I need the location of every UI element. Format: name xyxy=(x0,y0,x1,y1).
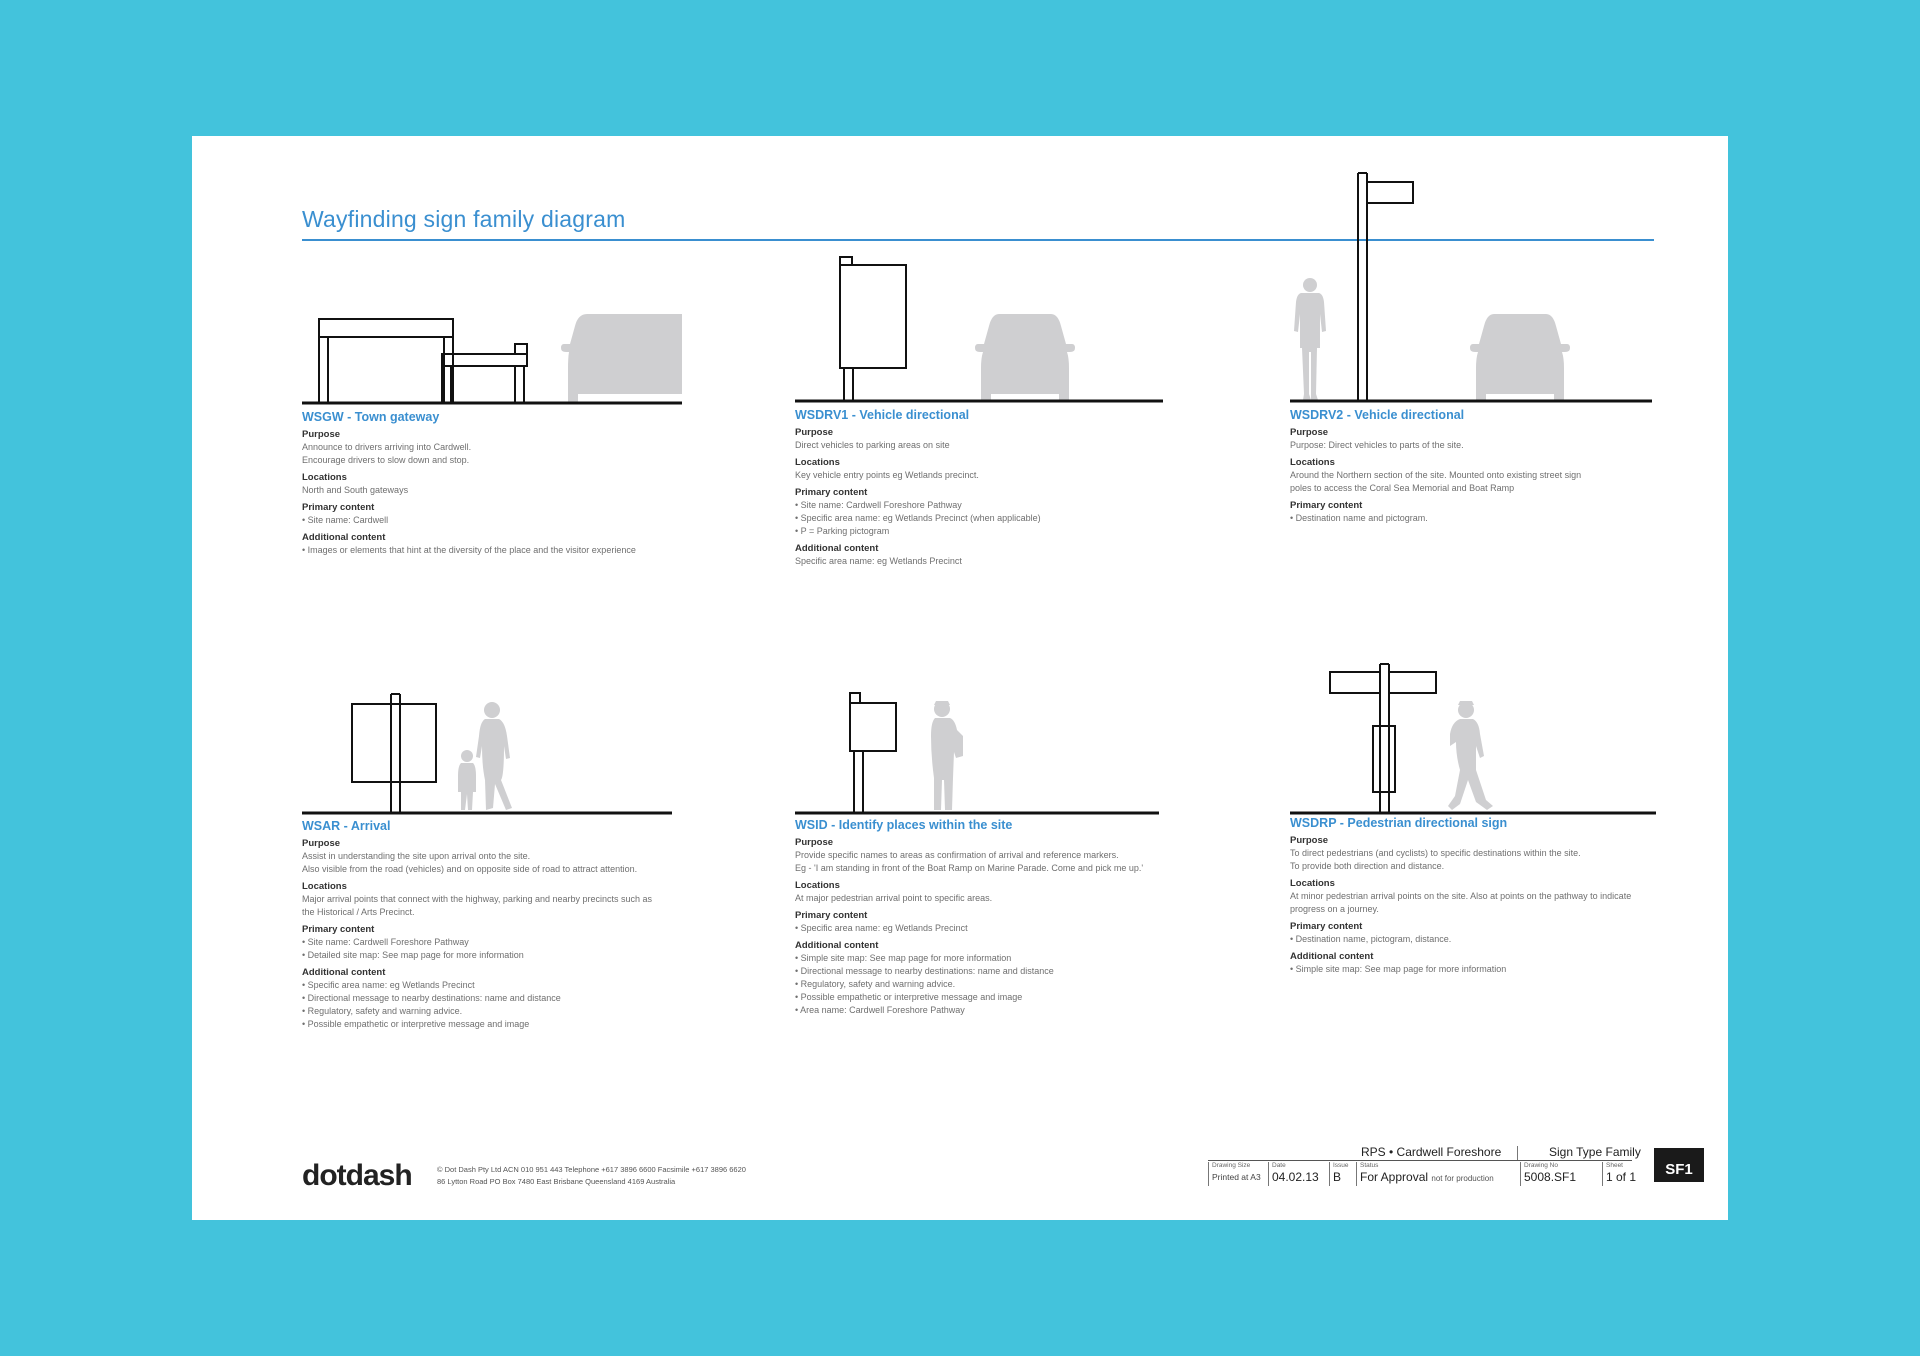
section-line: Also visible from the road (vehicles) and on opposite side of road to attract attention. xyxy=(302,864,638,874)
section-heading: Additional content xyxy=(302,967,386,978)
wsdrv1-diagram xyxy=(795,286,1175,406)
adult-silhouette xyxy=(476,702,512,810)
drawing-no-cell xyxy=(1520,1162,1576,1186)
section-line: • Detailed site map: See map page for more information xyxy=(302,950,524,960)
sheet-value: 1 of 1 xyxy=(1606,1170,1637,1184)
dotdash-logo: dotdash xyxy=(302,1159,412,1192)
section-line: Around the Northern section of the site. Mounted onto existing street sign xyxy=(1290,470,1582,480)
section-heading: Additional content xyxy=(795,940,879,951)
page-title: Wayfinding sign family diagram xyxy=(302,206,626,232)
section-line: Purpose: Direct vehicles to parts of the site. xyxy=(1290,440,1464,450)
walking-person-silhouette xyxy=(1448,701,1493,810)
sheet-label: Sheet xyxy=(1606,1162,1623,1169)
pedestrian-sign-panel xyxy=(1373,726,1395,792)
illustration-wsid xyxy=(795,696,1175,816)
illustration-wsdrp xyxy=(1290,696,1670,816)
section-line: • Directional message to nearby destinations: name and distance xyxy=(302,993,561,1003)
section-line: the Historical / Arts Precinct. xyxy=(302,907,415,917)
identification-sign-panel xyxy=(850,703,896,751)
issue-label: Issue xyxy=(1333,1162,1349,1169)
status-note: not for production xyxy=(1431,1174,1494,1183)
drawing-no-value: 5008.SF1 xyxy=(1524,1170,1577,1184)
section-line: • Destination name and pictogram. xyxy=(1290,513,1428,523)
section-heading: Primary content xyxy=(795,487,868,498)
company-line: 86 Lytton Road PO Box 7480 East Brisbane Queensland 4169 Australia xyxy=(437,1177,676,1186)
sign-description xyxy=(795,426,1195,568)
section-line: Announce to drivers arriving into Cardwell. xyxy=(302,442,472,452)
fingerpost-sign-right xyxy=(1389,672,1436,693)
section-heading: Locations xyxy=(1290,457,1335,468)
date-value: 04.02.13 xyxy=(1272,1170,1319,1184)
section-line: • Site name: Cardwell Foreshore Pathway xyxy=(302,937,469,947)
sheet-cell xyxy=(1602,1162,1636,1186)
drawing-sheet xyxy=(192,136,1728,1220)
arrival-sign-panel xyxy=(352,704,436,782)
company-line: © Dot Dash Pty Ltd ACN 010 951 443 Telephone +617 3896 6600 Facsimile +617 3896 6620 xyxy=(437,1165,746,1174)
section-heading: Primary content xyxy=(1290,500,1363,511)
wsgw-diagram xyxy=(302,286,682,406)
section-line: To provide both direction and distance. xyxy=(1290,861,1445,871)
section-heading: Purpose xyxy=(302,838,341,849)
section-heading: Locations xyxy=(302,472,347,483)
section-heading: Purpose xyxy=(1290,427,1329,438)
illustration-wsdrv2 xyxy=(1290,286,1670,406)
section-line: Assist in understanding the site upon arrival onto the site. xyxy=(302,851,531,861)
adult-silhouette xyxy=(931,701,963,810)
section-line: To direct pedestrians (and cyclists) to specific destinations within the site. xyxy=(1290,848,1581,858)
section-line: • Site name: Cardwell Foreshore Pathway xyxy=(795,500,962,510)
sign-description xyxy=(1290,426,1690,525)
section-line: At minor pedestrian arrival points on the site. Also at points on the pathway to indicate xyxy=(1290,891,1632,901)
section-heading: Primary content xyxy=(302,924,375,935)
section-line: • Possible empathetic or interpretive message and image xyxy=(795,992,1023,1002)
section-heading: Purpose xyxy=(302,429,341,440)
section-heading: Locations xyxy=(795,880,840,891)
wsar-diagram xyxy=(302,696,682,816)
sign-code: WSGW - Town gateway xyxy=(302,410,440,424)
section-line: • Specific area name: eg Wetlands Precinct xyxy=(795,923,968,933)
section-line: • Regulatory, safety and warning advice. xyxy=(302,1006,463,1016)
sign-code: WSDRV1 - Vehicle directional xyxy=(795,408,970,422)
drawing-size-value: Printed at A3 xyxy=(1212,1172,1261,1182)
section-heading: Primary content xyxy=(1290,921,1363,932)
section-line: poles to access the Coral Sea Memorial and Boat Ramp xyxy=(1290,483,1515,493)
section-heading: Primary content xyxy=(302,502,375,513)
sign-description xyxy=(302,428,702,557)
sign-code: WSDRV2 - Vehicle directional xyxy=(1290,408,1465,422)
section-heading: Locations xyxy=(795,457,840,468)
section-line: • Directional message to nearby destinations: name and distance xyxy=(795,966,1054,976)
sign-description xyxy=(1290,834,1690,976)
sign-description xyxy=(795,836,1195,1017)
illustration-wsgw xyxy=(302,286,682,406)
section-heading: Purpose xyxy=(795,427,834,438)
section-line: • Possible empathetic or interpretive message and image xyxy=(302,1019,530,1029)
gateway-sign-large xyxy=(319,319,453,337)
section-line: At major pedestrian arrival point to specific areas. xyxy=(795,893,993,903)
drawing-size-cell xyxy=(1208,1162,1261,1186)
sheet-code-badge: SF1 xyxy=(1654,1148,1704,1182)
section-heading: Additional content xyxy=(795,543,879,554)
adult-silhouette xyxy=(1294,278,1326,400)
car-silhouette xyxy=(561,314,682,402)
section-heading: Additional content xyxy=(302,532,386,543)
section-heading: Primary content xyxy=(795,910,868,921)
illustration-wsdrv1 xyxy=(795,286,1175,406)
section-line: • Simple site map: See map page for more information xyxy=(1290,964,1507,974)
section-line: Encourage drivers to slow down and stop. xyxy=(302,455,470,465)
company-details xyxy=(437,1164,746,1188)
section-line: Specific area name: eg Wetlands Precinct xyxy=(795,556,962,566)
drawing-size-label: Drawing Size xyxy=(1212,1162,1251,1169)
section-line: • Area name: Cardwell Foreshore Pathway xyxy=(795,1005,965,1015)
directional-sign-panel xyxy=(840,265,906,368)
section-line: Direct vehicles to parking areas on site xyxy=(795,440,950,450)
issue-value: B xyxy=(1333,1170,1342,1184)
client-project: RPS • Cardwell Foreshore xyxy=(1361,1145,1502,1159)
car-silhouette xyxy=(975,314,1075,402)
fingerpost-sign-left xyxy=(1330,672,1380,693)
section-line: Eg - 'I am standing in front of the Boat Ramp on Marine Parade. Come and pick me up.' xyxy=(795,863,1144,873)
wsid-diagram xyxy=(795,696,1175,816)
section-line: • Site name: Cardwell xyxy=(302,515,389,525)
date-cell xyxy=(1268,1162,1319,1186)
status-label: Status xyxy=(1360,1162,1379,1169)
section-line: • Simple site map: See map page for more information xyxy=(795,953,1012,963)
title-block-rule xyxy=(1208,1160,1632,1161)
section-line: progress on a journey. xyxy=(1290,904,1379,914)
status-cell xyxy=(1356,1162,1494,1186)
section-line: Key vehicle entry points eg Wetlands precinct. xyxy=(795,470,979,480)
section-line: • Images or elements that hint at the diversity of the place and the visitor experience xyxy=(302,545,636,555)
section-line: • Specific area name: eg Wetlands Precinct (when applicable) xyxy=(795,513,1041,523)
title-block-divider xyxy=(1517,1146,1518,1160)
section-line: Provide specific names to areas as confirmation of arrival and reference markers. xyxy=(795,850,1119,860)
section-heading: Purpose xyxy=(795,837,834,848)
drawing-title: Sign Type Family xyxy=(1549,1145,1641,1159)
section-line: Major arrival points that connect with the highway, parking and nearby precincts such as xyxy=(302,894,653,904)
status-value: For Approval xyxy=(1360,1170,1429,1184)
sign-description xyxy=(302,837,702,1031)
fingerpost-sign xyxy=(1367,182,1413,203)
section-line: • Destination name, pictogram, distance. xyxy=(1290,934,1452,944)
car-silhouette xyxy=(1470,314,1570,402)
section-heading: Additional content xyxy=(1290,951,1374,962)
title-rule xyxy=(302,239,1654,241)
section-line: • Specific area name: eg Wetlands Precinct xyxy=(302,980,475,990)
child-silhouette xyxy=(458,750,476,810)
illustration-wsar xyxy=(302,696,682,816)
sign-code: WSDRP - Pedestrian directional sign xyxy=(1290,816,1508,830)
gateway-sign-small xyxy=(442,354,527,366)
section-heading: Purpose xyxy=(1290,835,1329,846)
section-heading: Locations xyxy=(302,881,347,892)
section-line: North and South gateways xyxy=(302,485,409,495)
sign-code: WSAR - Arrival xyxy=(302,819,391,833)
wsdrp-diagram xyxy=(1290,696,1670,816)
drawing-no-label: Drawing No xyxy=(1524,1162,1558,1169)
section-line: • Regulatory, safety and warning advice. xyxy=(795,979,956,989)
date-label: Date xyxy=(1272,1162,1286,1169)
sign-code: WSID - Identify places within the site xyxy=(795,818,1013,832)
wsdrv2-diagram xyxy=(1290,286,1670,406)
section-line: • P = Parking pictogram xyxy=(795,526,890,536)
section-heading: Locations xyxy=(1290,878,1335,889)
issue-cell xyxy=(1329,1162,1349,1186)
